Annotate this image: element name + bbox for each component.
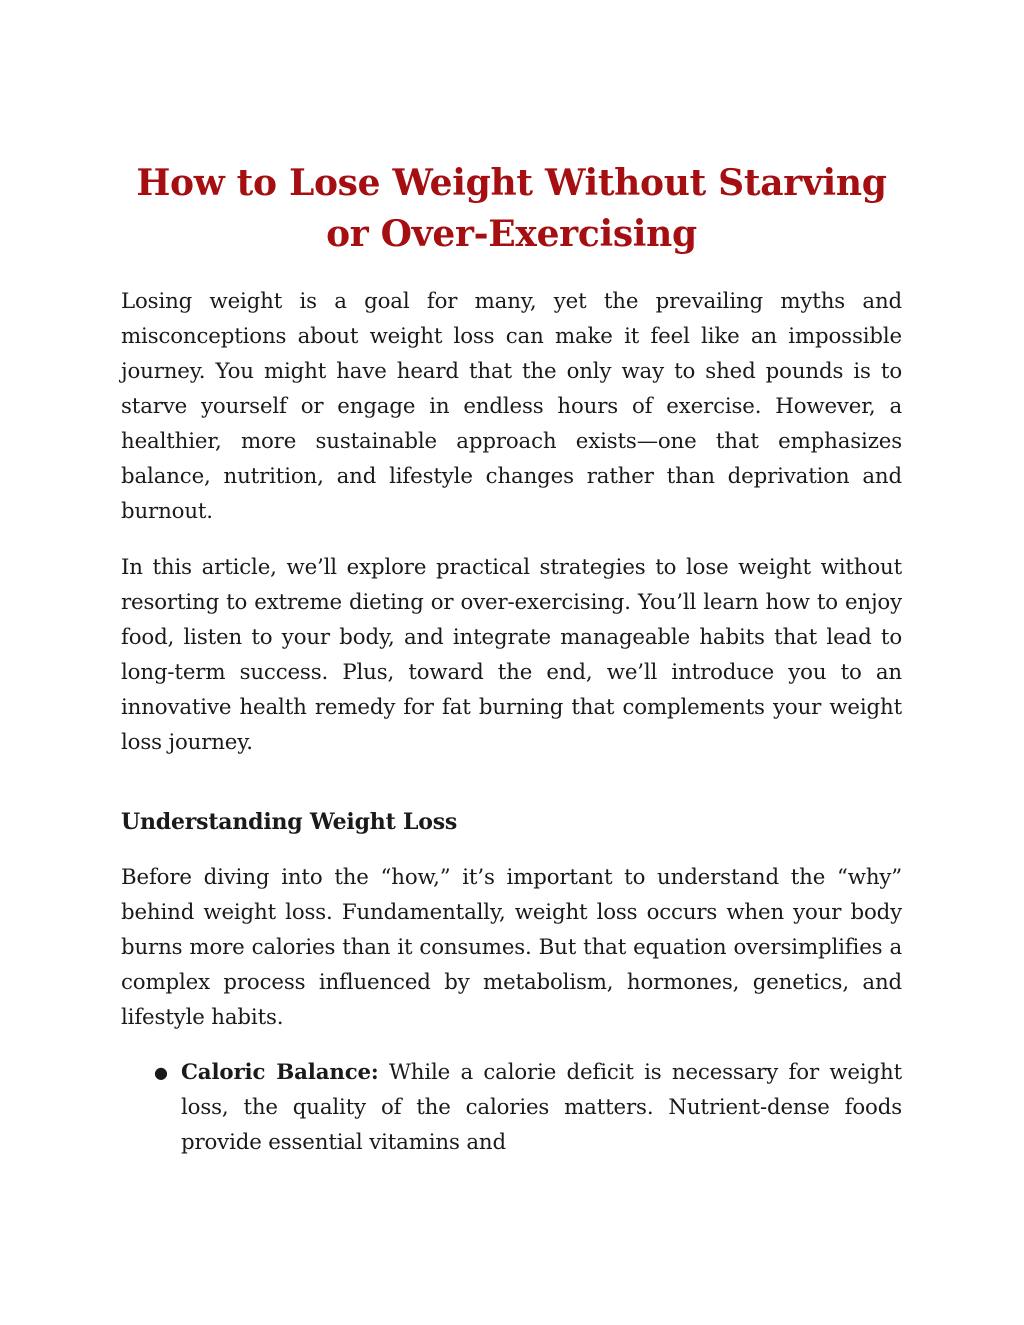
bullet-lead-text: Caloric Balance: (181, 1060, 379, 1085)
article-title: How to Lose Weight Without Starving or Over-Exercising (136, 162, 887, 255)
document-page (121, 158, 902, 1160)
section-heading: Understanding Weight Loss (121, 809, 458, 835)
bullet-marker: ● (154, 1063, 168, 1082)
intro-paragraph-2: In this article, we’ll explore practical strategies to lose weight without resorting to extreme dieting or over-exercising. You’ll learn how to enjoy food, listen to your body, and integrate manageable habits that lead to long-term success. Plus, toward the end, we’ll introduce you to an innovative health remedy for fat burning that complements your weight loss journey. (121, 555, 902, 755)
bullet-body-text: While a calorie deficit is necessary for weight loss, the quality of the calories matters. Nutrient-dense foods provide essential vitamins and (181, 1060, 902, 1155)
intro-paragraph-1: Losing weight is a goal for many, yet the prevailing myths and misconceptions about weight loss can make it feel like an impossible journey. You might have heard that the only way to shed pounds is to starve yourself or engage in endless hours of exercise. However, a healthier, more sustainable approach exists—one that emphasizes balance, nutrition, and lifestyle changes rather than deprivation and burnout. (121, 289, 902, 524)
bullet-list (121, 1055, 902, 1160)
list-item (154, 1055, 902, 1160)
section-paragraph: Before diving into the “how,” it’s important to understand the “why” behind weight loss. Fundamentally, weight loss occurs when your body burns more calories than it consumes. But that equation oversimplifies a complex process influenced by metabolism, hormones, genetics, and lifestyle habits. (121, 865, 902, 1030)
